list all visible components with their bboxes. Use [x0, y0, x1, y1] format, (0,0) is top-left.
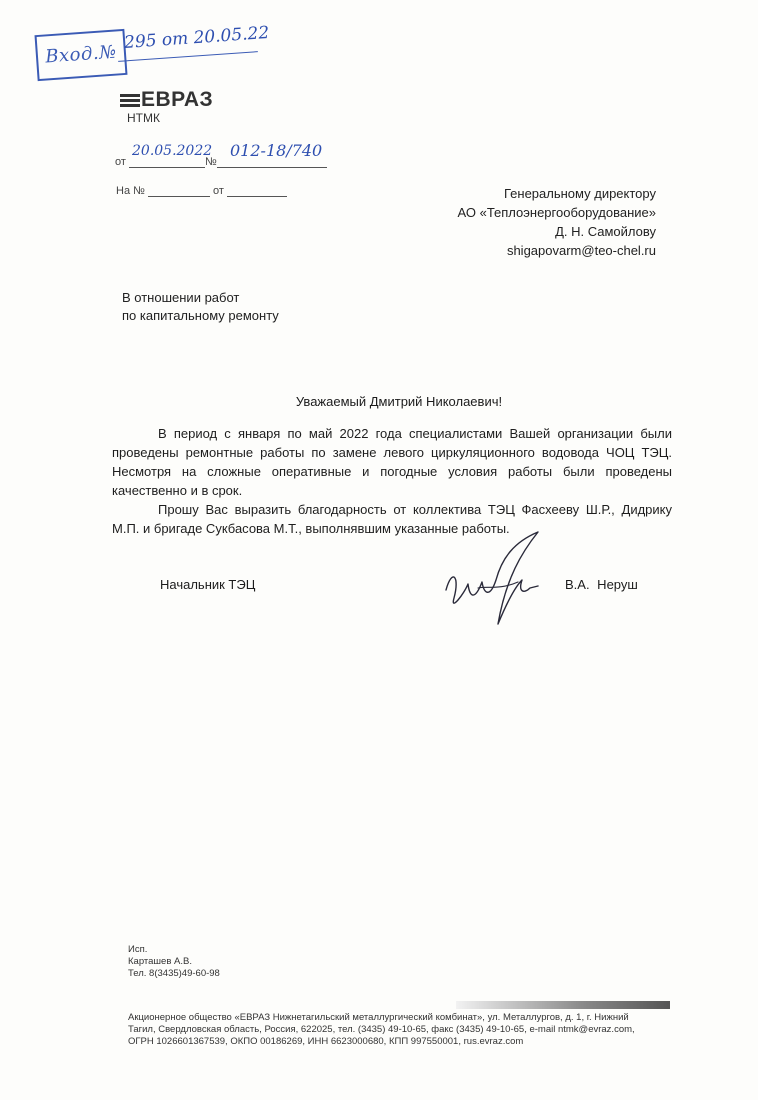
footer-line-1: Акционерное общество «ЕВРАЗ Нижнетагильский металлургический комбинат», ул. Металлургов, д. 1, г. Нижний [128, 1012, 629, 1023]
reg-number-sign: № [204, 156, 217, 168]
stamp-handwritten-number: 295 от 20.05.22 [123, 22, 270, 54]
letter-subject [122, 289, 279, 325]
footer-line-3: ОГРН 1026601367539, ОКПО 00186269, ИНН 6623000680, КПП 997550001, rus.evraz.com [128, 1036, 524, 1047]
logo-subsidiary: НТМК [127, 111, 160, 125]
incoming-stamp [35, 29, 128, 81]
footer-gradient-bar [456, 1001, 670, 1009]
reply-number-blank [148, 184, 210, 197]
body-paragraph-1: В период с января по май 2022 года специалистами Вашей организации были проведены ремонтные работы по замене левого циркуляционного водовода ЧОЦ ТЭЦ. Несмотря на сложные оперативные и погодные условия работы были проведены качественно и в срок. [112, 426, 672, 498]
handwritten-outgoing-date: 20.05.2022 [132, 143, 213, 159]
stamp-label: Вход.№ [44, 41, 118, 68]
reply-date-blank [227, 184, 287, 197]
addressee-position: Генеральному директору [504, 186, 656, 201]
logo-stripes-icon [120, 92, 140, 109]
executor-label: Исп. [128, 944, 148, 955]
signatory-name: В.А. Неруш [565, 577, 638, 592]
footer-line-2: Тагил, Свердловская область, Россия, 622025, тел. (3435) 49-10-65, факс (3435) 49-10-65, e-mail ntmk@evraz.com, [128, 1024, 635, 1035]
reg-from-prefix: от [115, 156, 126, 168]
reply-from-prefix: от [213, 185, 224, 197]
stamp-underline [118, 51, 258, 62]
addressee-name: Д. Н. Самойлову [555, 224, 656, 239]
company-logo [120, 88, 213, 112]
body-paragraph-2: Прошу Вас выразить благодарность от коллектива ТЭЦ Фасхееву Ш.Р., Дидрику М.П. и бригаде Сукбасова М.Т., выполнявшим указанные работы. [112, 502, 672, 536]
reply-registration-line [116, 184, 287, 197]
subject-line-1: В отношении работ [122, 290, 240, 305]
executor-block [128, 944, 220, 980]
signatory-title: Начальник ТЭЦ [160, 577, 256, 592]
addressee-email: shigapovarm@teo-chel.ru [506, 243, 656, 258]
executor-name: Карташев А.В. [128, 956, 192, 967]
handwritten-outgoing-number: 012-18/740 [230, 141, 323, 160]
addressee-company: АО «Теплоэнергооборудование» [457, 205, 656, 220]
letter-body [112, 424, 672, 538]
company-footer [128, 1012, 668, 1048]
subject-line-2: по капитальному ремонту [122, 308, 279, 323]
addressee-block [457, 184, 656, 260]
executor-phone: Тел. 8(3435)49-60-98 [128, 968, 220, 979]
reply-number-prefix: На № [116, 185, 145, 197]
letter-greeting: Уважаемый Дмитрий Николаевич! [295, 394, 503, 409]
handwritten-signature [438, 528, 558, 638]
logo-company-name: ЕВРАЗ [141, 88, 214, 111]
